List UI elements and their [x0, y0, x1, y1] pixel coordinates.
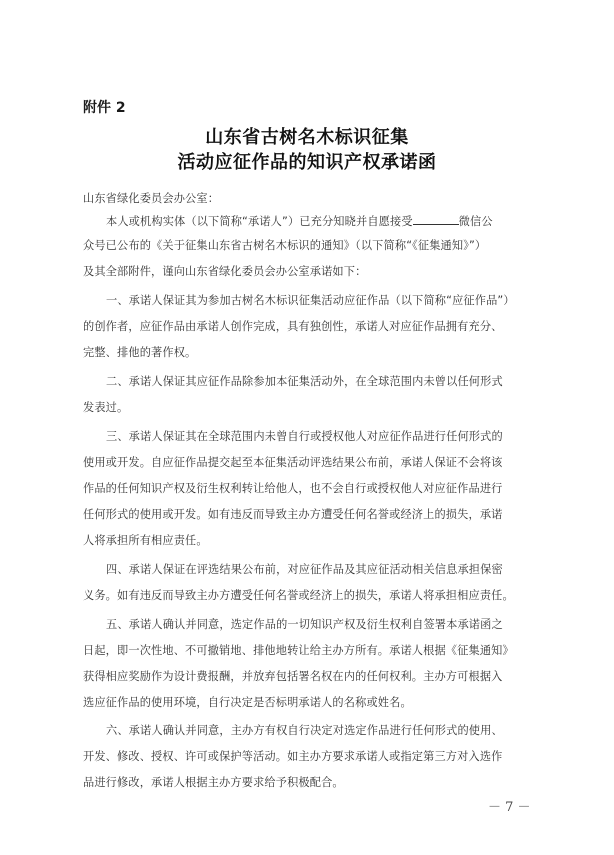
- clause-6-line-3: 品进行修改，承诺人根据主办方要求给予积极配合。: [83, 776, 344, 789]
- clause-5-line-3: 获得相应奖励作为设计费报酬，并放弃包括署名权在内的任何权利。主办方可根据入: [83, 670, 503, 683]
- clause-6-line-2: 开发、修改、授权、许可或保护等活动。如主办方要求承诺人或指定第三方对入选作: [83, 750, 503, 763]
- document-title-line-1: 山东省古树名木标识征集: [205, 127, 409, 148]
- clause-5-line-1: 五、承诺人确认并同意，选定作品的一切知识产权及衍生权利自签署本承诺函之: [106, 618, 503, 631]
- intro-line-3: 及其全部附件，谨向山东省绿化委员会办公室承诺如下：: [83, 265, 367, 278]
- clause-1-line-2: 的创作者，应征作品由承诺人创作完成，具有独创性，承诺人对应征作品拥有充分、: [83, 320, 503, 333]
- clause-3-line-3: 作品的任何知识产权及衍生权利转让给他人，也不会自行或授权他人对应征作品进行: [83, 482, 503, 495]
- fill-in-blank: [413, 213, 459, 225]
- clause-1-line-1: 一、承诺人保证其为参加古树名木标识征集活动应征作品（以下简称“应征作品”）: [106, 294, 515, 307]
- page-number: － 7 －: [488, 800, 531, 815]
- clause-3-line-4: 任何形式的使用或开发。如有违反而导致主办方遭受任何名誉或经济上的损失，承诺: [83, 508, 503, 521]
- clause-4-line-1: 四、承诺人保证在评选结果公布前，对应征作品及其应征活动相关信息承担保密: [106, 563, 503, 576]
- attachment-label: 附件 2: [83, 100, 126, 116]
- clause-1-line-3: 完整、排他的著作权。: [83, 346, 197, 359]
- clause-3-line-5: 人将承担所有相应责任。: [83, 534, 208, 547]
- clause-2-line-1: 二、承诺人保证其应征作品除参加本征集活动外，在全球范围内未曾以任何形式: [106, 375, 503, 388]
- intro-text-before-blank: 本人或机构实体（以下简称“承诺人”）已充分知晓并自愿接受: [106, 215, 413, 228]
- clause-5-line-2: 日起，即一次性地、不可撤销地、排他地转让给主办方所有。承诺人根据《征集通知》: [83, 644, 514, 657]
- addressee: 山东省绿化委员会办公室：: [83, 192, 220, 205]
- intro-line-2: 众号已公布的《关于征集山东省古树名木标识的通知》（以下简称“《征集通知》”）: [83, 239, 487, 252]
- clause-3-line-2: 使用或开发。自应征作品提交起至本征集活动评选结果公布前，承诺人保证不会将该: [83, 456, 503, 469]
- clause-4-line-2: 义务。如有违反而导致主办方遭受任何名誉或经济上的损失，承诺人将承担相应责任。: [83, 589, 514, 602]
- clause-3-line-1: 三、承诺人保证其在全球范围内未曾自行或授权他人对应征作品进行任何形式的: [106, 430, 503, 443]
- document-title-line-2: 活动应征作品的知识产权承诺函: [177, 152, 437, 173]
- clause-5-line-4: 选应征作品的使用环境，自行决定是否标明承诺人的名称或姓名。: [83, 696, 412, 709]
- clause-6-line-1: 六、承诺人确认并同意，主办方有权自行决定对选定作品进行任何形式的使用、: [106, 724, 503, 737]
- intro-line-1: [106, 213, 543, 229]
- intro-text-after-blank: 微信公: [458, 215, 493, 228]
- clause-2-line-2: 发表过。: [83, 401, 129, 414]
